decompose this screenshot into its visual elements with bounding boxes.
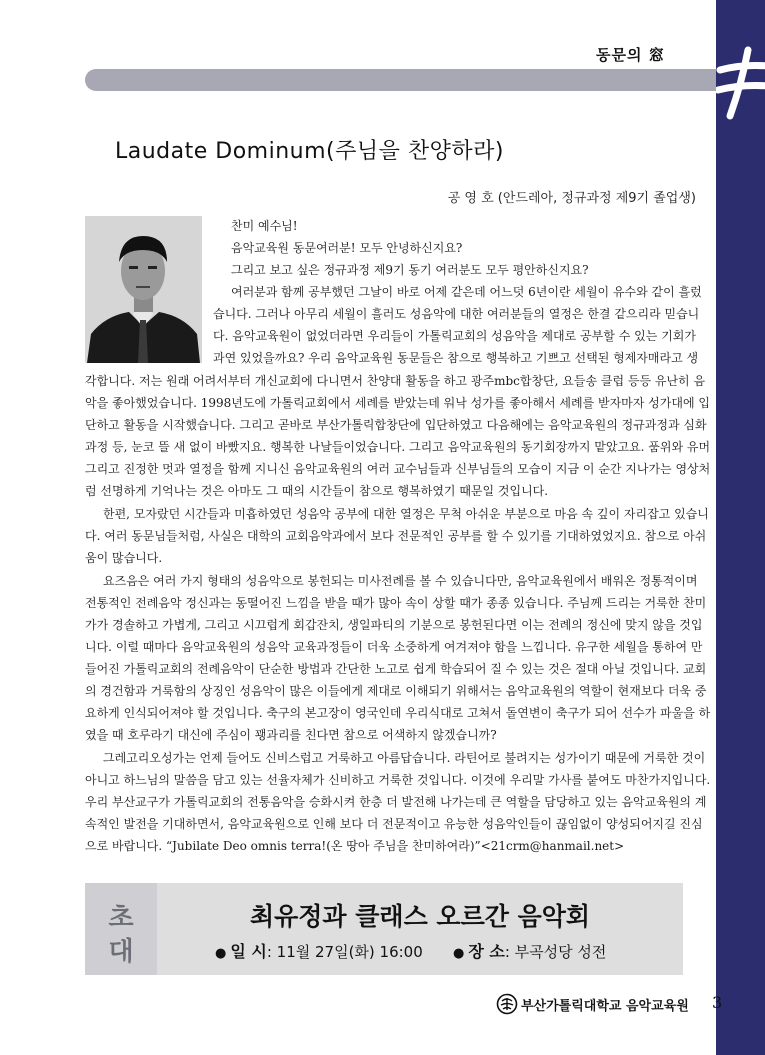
body-line: 요하게 인식되어져야 할 것입니다. 축구의 본고장이 영국인데 우리식대로 고쳐서 돌연변이 축구가 되어 선수가 파울을 하 bbox=[85, 706, 711, 720]
body-line: 요즈음은 여러 가지 형태의 성음악으로 봉헌되는 미사전례를 볼 수 있습니다만, 음악교육원에서 배워온 정통적이며 bbox=[103, 574, 698, 588]
university-logo-icon bbox=[496, 993, 518, 1015]
body-line: 악을 좋아했었습니다. 1998년도에 가톨릭교회에서 세례를 받았는데 워낙 성가를 좋아해서 세례를 받자마자 성가대에 입 bbox=[85, 396, 710, 410]
invitation-box bbox=[85, 883, 683, 975]
invitation-place bbox=[453, 939, 606, 962]
body-line: 그레고리오성가는 언제 들어도 신비스럽고 거룩하고 아름답습니다. 라틴어로 불려지는 성가이기 때문에 거룩한 것이 bbox=[103, 751, 706, 765]
invitation-tag-top: 초 bbox=[108, 903, 134, 933]
body-line: 한편, 모자랐던 시간들과 미흡하였던 성음악 공부에 대한 열정은 무척 아쉬운 부분으로 마음 속 깊이 자리잡고 있습니 bbox=[103, 507, 709, 521]
body-line: 음악교육원 동문여러분! 모두 안녕하신지요? bbox=[231, 241, 463, 255]
body-line: 속적인 발전을 기대하면서, 음악교육원으로 인해 보다 더 전문적이고 유능한 성음악인들이 끊임없이 양성되어지길 진심 bbox=[85, 817, 703, 831]
bullet-icon: ● bbox=[453, 946, 465, 961]
section-header-bar bbox=[85, 69, 716, 91]
window-glyph-icon bbox=[712, 42, 765, 122]
body-line: 여러분과 함께 공부했던 그날이 바로 어제 같은데 어느덧 6년이란 세월이 유수와 같이 흘렀 bbox=[231, 285, 702, 299]
place-label: 장 소 bbox=[468, 942, 505, 961]
body-line: 의 경건함과 거룩함의 상징인 성음악이 많은 이들에게 제대로 이해되기 위해서는 음악교육원의 역할이 현재보다 더욱 중 bbox=[85, 684, 707, 698]
body-line: 가가 경솔하고 가볍게, 그리고 시끄럽게 회갑잔치, 생일파티의 기분으로 봉헌된다면 이는 전례의 정신에 맞지 않을 것입 bbox=[85, 618, 703, 632]
invitation-tag bbox=[85, 883, 157, 975]
body-line: 그리고 보고 싶은 정규과정 제9기 동기 여러분도 모두 평안하신지요? bbox=[231, 263, 589, 277]
article-author: 공 영 호 (안드레아, 정규과정 제9기 졸업생) bbox=[447, 191, 696, 206]
body-line: 단하고 활동을 시작했습니다. 그리고 곧바로 부산가톨릭합창단에 입단하였고 다음해에는 음악교육원의 정규과정과 심화 bbox=[85, 418, 707, 432]
invitation-title: 최유정과 클래스 오르간 음악회 bbox=[249, 902, 591, 931]
date-label: 일 시 bbox=[230, 942, 267, 961]
body-line: 찬미 예수님! bbox=[231, 219, 298, 233]
author-photo bbox=[85, 216, 202, 363]
date-value: : 11월 27일(화) 16:00 bbox=[266, 943, 423, 961]
place-value: : 부곡성당 성전 bbox=[504, 943, 607, 961]
invitation-date bbox=[215, 939, 423, 962]
body-line: 그리고 진정한 멋과 열정을 함께 지니신 음악교육원의 여러 교수님들과 신부님들의 모습이 지금 이 순간 지나가는 영상처 bbox=[85, 462, 711, 476]
body-line: 다. 음악교육원이 없었더라면 우리들이 가톨릭교회의 성음악을 제대로 공부할 수 있는 기회가 bbox=[213, 329, 696, 343]
invitation-tag-bottom: 대 bbox=[108, 937, 134, 967]
body-line: 아니고 하느님의 말씀을 담고 있는 선율자체가 신비하고 거룩한 것입니다. 이것에 우리말 가사를 붙여도 마찬가지입니다. bbox=[85, 773, 711, 787]
body-line: 였을 때 호루라기 대신에 주심이 꽹과리를 친다면 참으로 어색하지 않겠습니까? bbox=[85, 728, 497, 742]
body-line: 움이 많습니다. bbox=[85, 551, 163, 565]
section-label: 동문의 窓 bbox=[596, 46, 665, 64]
body-line: 니다. 이럴 때마다 음악교육원의 성음악 교육과정들이 더욱 소중하게 여겨져야 함을 느낍니다. 유구한 세월을 통하여 만 bbox=[85, 640, 703, 654]
body-line: 들어진 가톨릭교회의 전례음악이 단순한 방법과 간단한 노고로 쉽게 학습되어 질 수 있는 것은 절대 아닐 것입니다. 교회 bbox=[85, 662, 707, 676]
body-line: 과연 있었을까요? 우리 음악교육원 동문들은 참으로 행복하고 기쁘고 선택된 형제자매라고 생 bbox=[213, 351, 699, 365]
body-line: 과정 등, 눈코 뜰 새 없이 바빴지요. 행복한 나날들이었습니다. 그리고 음악교육원의 동기회장까지 맡았고요. 품위와 유머 bbox=[85, 440, 711, 454]
body-line: 각합니다. 저는 원래 어려서부터 개신교회에 다니면서 찬양대 활동을 하고 광주mbc합창단, 요들송 클럽 등등 유난히 음 bbox=[85, 374, 706, 388]
body-line: 전통적인 전례음악 정신과는 동떨어진 느낌을 받을 때가 많아 속이 상할 때가 종종 있습니다. 주님께 드리는 거룩한 찬미 bbox=[85, 596, 707, 610]
body-line: 럼 선명하게 기억나는 것은 아마도 그 때의 시간들이 참으로 행복하였기 때문일 것입니다. bbox=[85, 484, 549, 498]
footer-org-name: 부산가톨릭대학교 음악교육원 bbox=[521, 999, 689, 1014]
page-number: 3 bbox=[712, 993, 723, 1012]
side-accent-bar bbox=[716, 0, 765, 1055]
bullet-icon: ● bbox=[215, 946, 227, 961]
body-line: 습니다. 그러나 아무리 세월이 흘러도 성음악에 대한 여러분들의 열정은 한결 같으리라 믿습니 bbox=[213, 307, 700, 321]
article-title: Laudate Dominum(주님을 찬양하라) bbox=[115, 139, 504, 164]
body-line: 으로 바랍니다. “Jubilate Deo omnis terra!(온 땅아 주님을 찬미하여라)”<21crm@hanmail.net> bbox=[85, 839, 625, 853]
body-line: 다. 여러 동문님들처럼, 사실은 대학의 교회음악과에서 보다 전문적인 공부를 할 수 있기를 기대하였었지요. 참으로 아쉬 bbox=[85, 529, 707, 543]
body-line: 우리 부산교구가 가톨릭교회의 전통음악을 승화시켜 한층 더 발전해 나가는데 큰 역할을 담당하고 있는 음악교육원의 계 bbox=[85, 795, 707, 809]
